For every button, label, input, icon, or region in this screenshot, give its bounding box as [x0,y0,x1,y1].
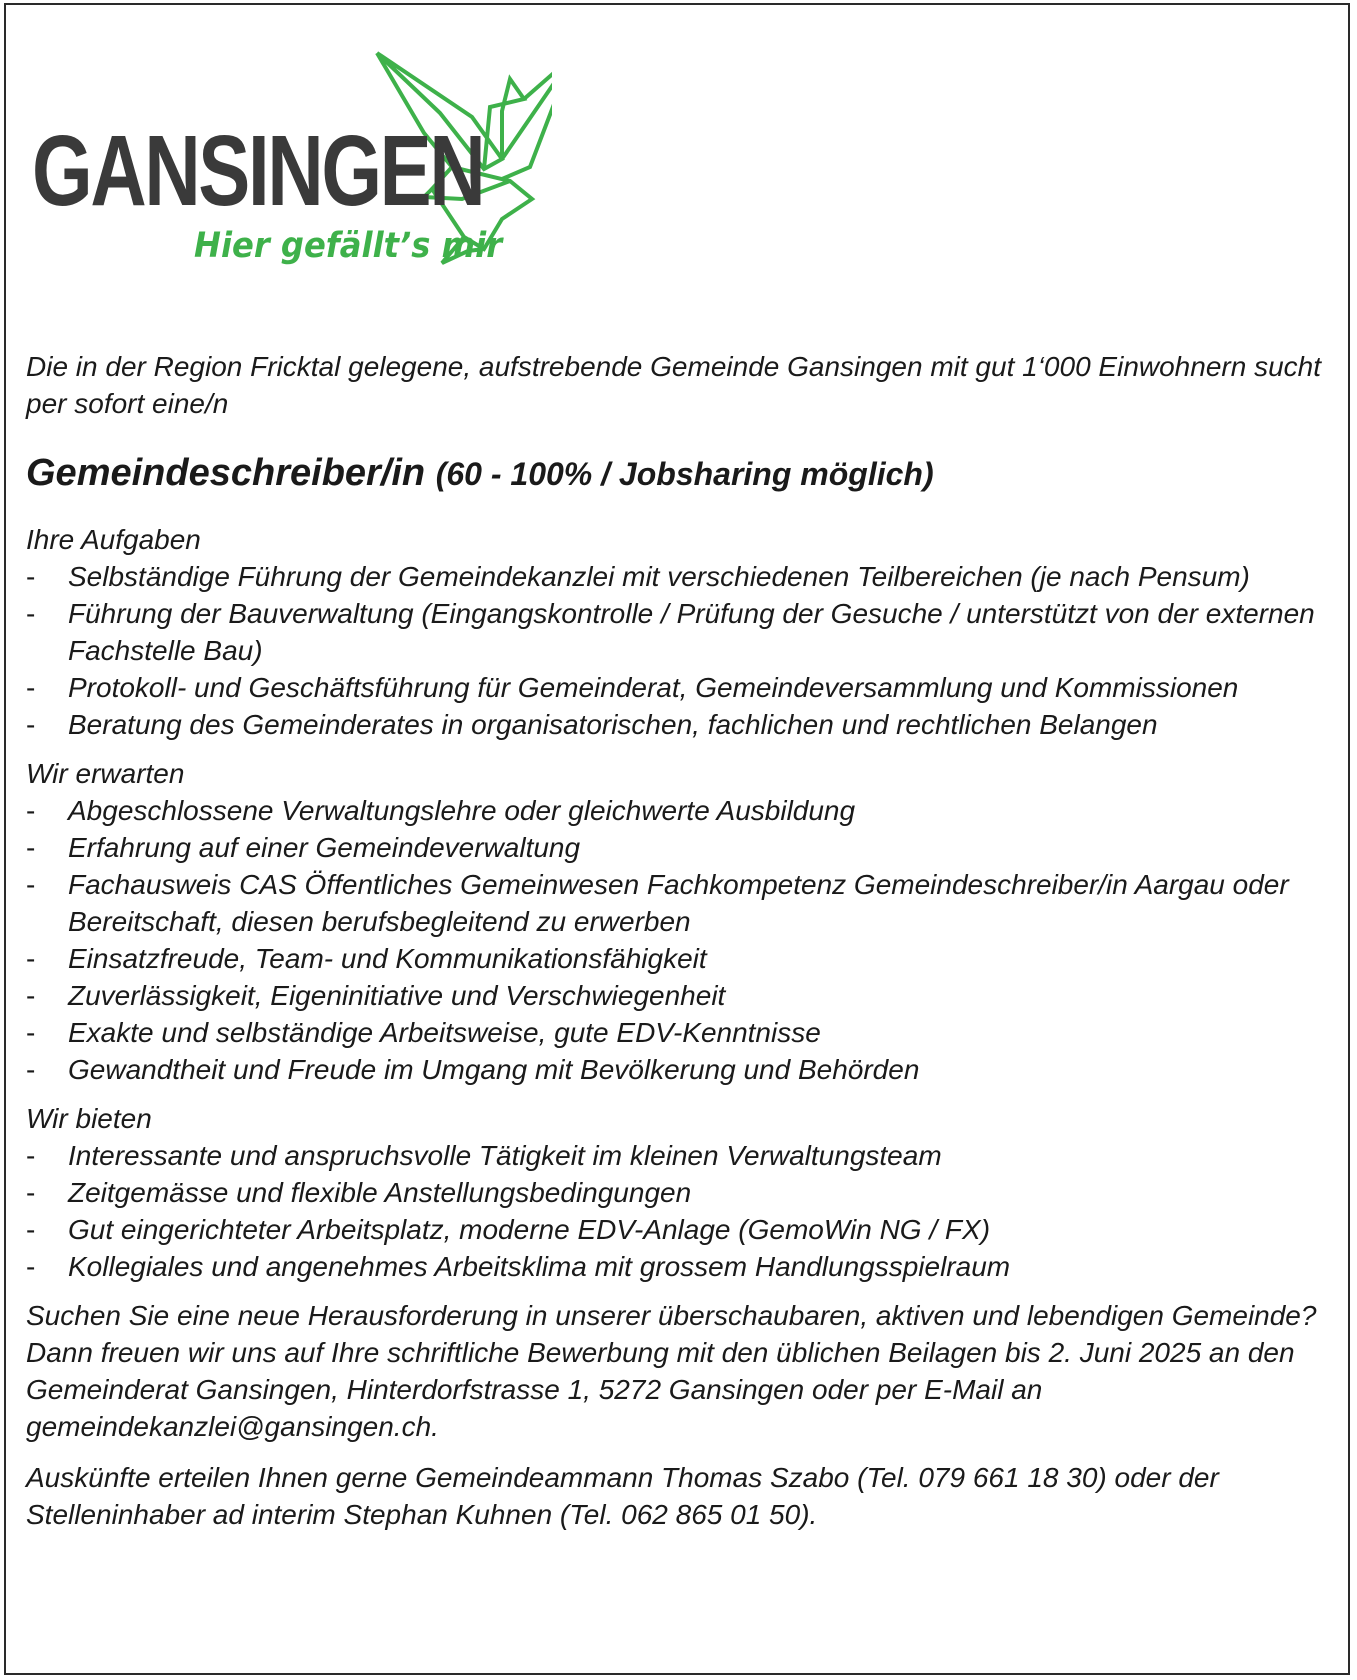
job-title-sub: (60 - 100% / Jobsharing möglich) [435,456,934,492]
list-item [26,792,1346,829]
list-item-text: Fachausweis CAS Öffentliches Gemeinwesen Fachkompetenz Gemeindeschreiber/in Aargau oder Bereitschaft, diesen berufsbegleitend zu erwerben [68,869,1289,937]
task-list [26,558,1346,743]
bullet-dash: - [26,1214,36,1245]
list-item [26,706,1346,743]
list-item-text: Zeitgemässe und flexible Anstellungsbedingungen [68,1177,692,1208]
closing-text: Suchen Sie eine neue Herausforderung in unserer überschaubaren, aktiven und lebendigen Gemeinde? Dann freuen wir uns auf Ihre schriftliche Bewerbung mit den üblichen Beilagen bis 2. Juni 2025 an den Gemeinderat Gansingen, Hinterdorfstrasse 1, 5272 Gansingen oder per E-Mail an gemeindekanzlei@gansingen.ch. [26,1300,1317,1442]
list-item [26,977,1346,1014]
list-item-text: Kollegiales und angenehmes Arbeitsklima mit grossem Handlungsspielraum [68,1251,1011,1282]
list-item-text: Exakte und selbständige Arbeitsweise, gute EDV-Kenntnisse [68,1017,821,1048]
bullet-dash: - [26,869,36,900]
contact-text: Auskünfte erteilen Ihnen gerne Gemeindeammann Thomas Szabo (Tel. 079 661 18 30) oder der Stelleninhaber ad interim Stephan Kuhnen (Tel. 062 865 01 50). [26,1462,1219,1530]
list-item-text: Gewandtheit und Freude im Umgang mit Bevölkerung und Behörden [68,1054,920,1085]
list-item-text: Protokoll- und Geschäftsführung für Gemeinderat, Gemeindeversammlung und Kommissionen [68,672,1239,703]
list-item [26,1014,1346,1051]
bullet-dash: - [26,943,36,974]
bullet-dash: - [26,795,36,826]
bullet-dash: - [26,598,36,629]
list-item-text: Erfahrung auf einer Gemeindeverwaltung [68,832,581,863]
list-item-text: Beratung des Gemeinderates in organisatorischen, fachlichen und rechtlichen Belangen [68,709,1158,740]
bullet-dash: - [26,561,36,592]
list-item [26,1137,1346,1174]
list-item-text: Abgeschlossene Verwaltungslehre oder gleichwerte Ausbildung [68,795,856,826]
logo-wordmark: GANSINGEN [32,115,484,227]
list-item-text: Interessante und anspruchsvolle Tätigkeit im kleinen Verwaltungsteam [68,1140,942,1171]
job-title [26,450,1346,497]
bullet-dash: - [26,1017,36,1048]
logo-tagline: Hier gefällt’s mir [194,226,503,266]
bullet-dash: - [26,1251,36,1282]
list-item [26,829,1346,866]
section-title: Wir erwarten [26,758,185,789]
section-tasks [26,521,1346,743]
list-item-text: Zuverlässigkeit, Eigeninitiative und Verschwiegenheit [68,980,726,1011]
section-offer [26,1100,1346,1285]
job-posting [26,348,1346,1533]
list-item [26,669,1346,706]
list-item [26,940,1346,977]
bullet-dash: - [26,1177,36,1208]
list-item-text: Selbständige Führung der Gemeindekanzlei mit verschiedenen Teilbereichen (je nach Pensum) [68,561,1250,592]
section-requirements [26,755,1346,1088]
list-item-text: Führung der Bauverwaltung (Eingangskontrolle / Prüfung der Gesuche / unterstützt von der externen Fachstelle Bau) [68,598,1315,666]
list-item [26,1211,1346,1248]
job-title-main: Gemeindeschreiber/in [26,452,426,494]
list-item [26,866,1346,940]
offer-list [26,1137,1346,1285]
section-title: Wir bieten [26,1103,152,1134]
gansingen-logo [32,49,552,279]
list-item [26,558,1346,595]
list-item-text: Einsatzfreude, Team- und Kommunikationsfähigkeit [68,943,707,974]
list-item [26,1248,1346,1285]
bullet-dash: - [26,1140,36,1171]
section-title: Ihre Aufgaben [26,524,201,555]
list-item-text: Gut eingerichteter Arbeitsplatz, moderne EDV-Anlage (GemoWin NG / FX) [68,1214,991,1245]
list-item [26,595,1346,669]
bullet-dash: - [26,709,36,740]
bullet-dash: - [26,832,36,863]
bullet-dash: - [26,980,36,1011]
list-item [26,1174,1346,1211]
bullet-dash: - [26,672,36,703]
intro-text: Die in der Region Fricktal gelegene, aufstrebende Gemeinde Gansingen mit gut 1‘000 Einwohnern sucht per sofort eine/n [26,351,1321,419]
page-frame [4,3,1350,1675]
list-item [26,1051,1346,1088]
bullet-dash: - [26,1054,36,1085]
requirements-list [26,792,1346,1088]
